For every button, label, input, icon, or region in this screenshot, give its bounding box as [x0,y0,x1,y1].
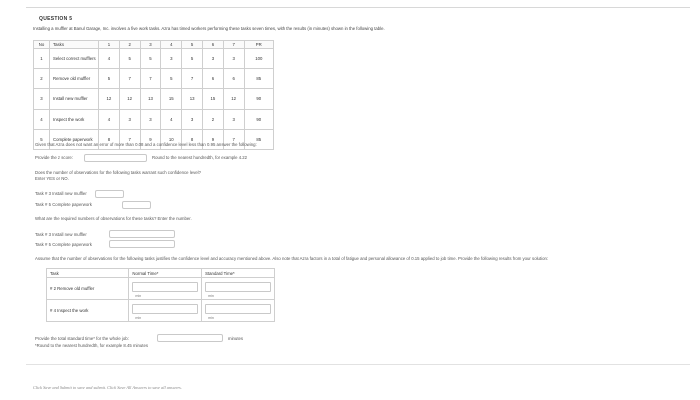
observation-value: 8 [182,129,203,149]
observation-value: 4 [99,49,120,69]
row-number: 4 [34,109,50,129]
observations-table [33,40,274,150]
rounding-note: *Round to the nearest hundredth, for example 8.45 minutes [35,343,148,348]
observation-value: 9 [140,129,161,149]
unit-label: min [208,315,214,320]
task-name: Remove old muffler [50,69,99,89]
observation-value: 3 [202,49,223,69]
standard-time-input-task4[interactable] [205,304,271,314]
observation-value: 12 [223,89,244,109]
observation-value: 13 [182,89,203,109]
warrant-instruction: Enter YES or NO. [35,176,69,181]
observation-value: 7 [119,69,140,89]
header-cell: 2 [119,41,140,49]
table-row [34,89,274,109]
question-intro: Installing a muffler at Banul Garage, Inc. involves a five work tasks. Azra has timed workers performing these tasks seven times, with the results (in minutes) shown in the following table. [33,26,385,31]
bottom-divider [26,364,690,365]
header-cell: 3 [140,41,161,49]
table-row [47,278,275,300]
header-cell: 6 [202,41,223,49]
table-row [34,109,274,129]
standard-time-header-row [47,269,275,278]
standard-time-table [46,268,275,322]
total-unit-label: minutes [228,336,244,341]
task5-warrant-input[interactable] [122,201,151,209]
row-number: 1 [34,49,50,69]
observation-value: 3 [161,49,182,69]
performance-rating: 90 [244,89,273,109]
observation-value: 12 [119,89,140,109]
task-name: Inspect the work [50,109,99,129]
observation-value: 6 [202,69,223,89]
table-row [34,49,274,69]
row-number: 2 [34,69,50,89]
assumption-text: Assume that the number of observations for the following tasks justifies the confidence level and accuracy mentioned above. Also note that Azra factors in a total of fatigue and personal allowance of 0.15 applied to job time. Provide the following results from your solution: [35,256,549,261]
table-row [47,300,275,322]
zscore-input[interactable] [84,154,147,162]
standard-time-cell [202,300,275,322]
observation-value: 15 [161,89,182,109]
task-name: Select correct mufflers [50,49,99,69]
header-cell: 7 [223,41,244,49]
observation-value: 3 [223,109,244,129]
header-cell: PR [244,41,273,49]
observation-value: 6 [223,69,244,89]
unit-label: min [135,315,142,320]
observation-value: 8 [99,129,120,149]
normal-time-cell [129,300,202,322]
row-number: 5 [34,129,50,149]
observation-value: 5 [182,49,203,69]
observation-value: 7 [223,129,244,149]
unit-label: min [208,293,214,298]
observation-value: 9 [202,129,223,149]
observation-value: 5 [119,49,140,69]
task3-required-label: Task # 3 Install new muffler [35,232,87,237]
total-time-label: Provide the total standard time* for the whole job: [35,336,129,341]
top-divider [26,7,690,8]
header-cell: Standard Time* [202,269,275,278]
performance-rating: 100 [244,49,273,69]
observation-value: 13 [140,89,161,109]
normal-time-cell [129,278,202,300]
task-name: # 2 Remove old muffler [47,278,129,300]
header-cell: 4 [161,41,182,49]
task5-warrant-label: Task # 5 Complete paperwork [35,202,92,207]
observation-value: 5 [99,69,120,89]
observation-value: 15 [202,89,223,109]
normal-time-input-task4[interactable] [132,304,198,314]
header-cell: No [34,41,50,49]
observation-value: 4 [161,109,182,129]
zscore-hint: Round to the nearest hundredth, for example 4.22 [152,155,248,160]
observation-value: 2 [202,109,223,129]
standard-time-input-task2[interactable] [205,282,271,292]
observation-value: 3 [223,49,244,69]
observation-value: 4 [99,109,120,129]
observation-value: 3 [140,109,161,129]
performance-rating: 85 [244,69,273,89]
unit-label: min [135,293,142,298]
zscore-label: Provide the z score: [35,155,73,160]
task-name: Complete paperwork [50,129,99,149]
task3-warrant-label: Task # 3 Install new muffler [35,191,87,196]
save-instructions: Click Save and Submit to save and submit. Click Save All Answers to save all answers. [33,385,182,390]
question-title: QUESTION 5 [39,16,73,22]
total-standard-time-input[interactable] [157,334,223,342]
observation-value: 7 [119,129,140,149]
observation-value: 3 [119,109,140,129]
observation-value: 12 [99,89,120,109]
performance-rating: 90 [244,109,273,129]
row-number: 3 [34,89,50,109]
task3-warrant-input[interactable] [95,190,124,198]
observation-value: 5 [161,69,182,89]
observation-value: 7 [182,69,203,89]
header-cell: 5 [182,41,203,49]
header-cell: 1 [99,41,120,49]
observation-value: 5 [140,49,161,69]
normal-time-input-task2[interactable] [132,282,198,292]
warrant-question: Does the number of observations for the following tasks warrant such confidence level? [35,170,201,175]
observation-value: 7 [140,69,161,89]
given-text: Given that Azra does not want an error of more than 0.08 and a confidence level less than 0.95 answer the following: [35,142,257,147]
header-cell: Task [47,269,129,278]
observation-value: 3 [182,109,203,129]
task5-required-input[interactable] [109,240,175,248]
task5-required-label: Task # 5 Complete paperwork [35,242,92,247]
task-name: # 4 Inspect the work [47,300,129,322]
task-name: Install new muffler [50,89,99,109]
task3-required-input[interactable] [109,230,175,238]
header-cell: Tasks [50,41,99,49]
observations-header-row [34,41,274,49]
header-cell: Normal Time* [129,269,202,278]
standard-time-cell [202,278,275,300]
observation-value: 10 [161,129,182,149]
required-observations-question: What are the required numbers of observations for these tasks? Enter the number. [35,216,192,221]
table-row [34,69,274,89]
performance-rating: 85 [244,129,273,149]
